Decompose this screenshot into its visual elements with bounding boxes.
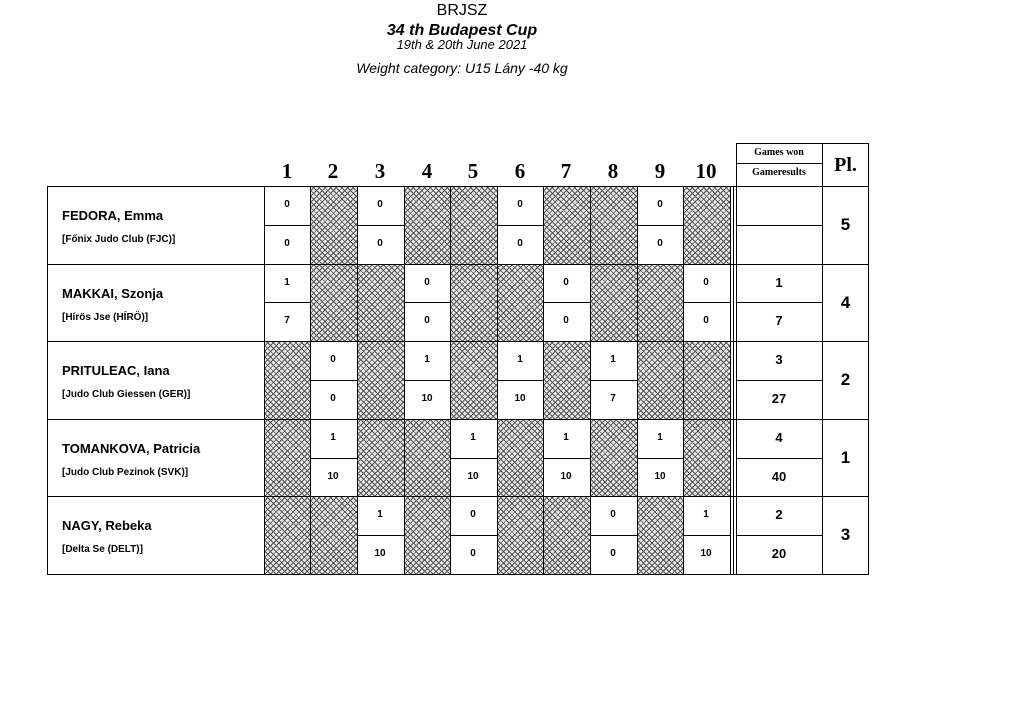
empty-hatched-cell — [310, 496, 357, 574]
games-won-header: Games won — [754, 147, 804, 158]
score-cell: 0 — [517, 237, 523, 249]
score-cell: 10 — [514, 393, 526, 404]
grid-line — [47, 186, 48, 575]
grid-line — [637, 225, 684, 226]
empty-hatched-cell — [497, 264, 544, 342]
grid-line — [450, 458, 497, 459]
score-cell: 0 — [470, 548, 476, 560]
empty-hatched-cell — [497, 419, 544, 497]
grid-line — [683, 186, 684, 574]
empty-hatched-cell — [637, 264, 684, 342]
competitor-club: [Főnix Judo Club (FJC)] — [62, 234, 176, 245]
win-cell: 0 — [424, 276, 430, 288]
competitor-club: [Hírös Jse (HÍRÖ)] — [62, 311, 149, 323]
empty-hatched-cell — [590, 419, 637, 497]
games-won-value — [736, 186, 822, 224]
win-cell: 0 — [703, 276, 709, 288]
round-header-7: 7 — [560, 159, 572, 183]
score-cell: 10 — [560, 470, 572, 482]
win-cell: 1 — [657, 431, 663, 443]
round-header-8: 8 — [607, 159, 619, 183]
score-cell: 7 — [610, 393, 616, 404]
win-cell: 1 — [703, 509, 709, 521]
games-won-value: 4 — [775, 429, 783, 445]
gameresults-value: 20 — [771, 546, 787, 562]
grid-line — [404, 380, 451, 381]
win-cell: 1 — [470, 431, 476, 443]
grid-line — [357, 186, 358, 574]
win-cell: 1 — [330, 431, 336, 443]
empty-hatched-cell — [543, 341, 590, 419]
grid-line — [590, 535, 637, 536]
competitor-club: [Judo Club Pezinok (SVK)] — [62, 466, 189, 478]
win-cell: 1 — [610, 354, 616, 366]
organization-name: BRJSZ — [436, 2, 488, 19]
win-cell: 1 — [424, 354, 430, 366]
place-value: 5 — [840, 215, 851, 234]
grid-line — [736, 535, 822, 536]
competitor-club: [Delta Se (DELT)] — [62, 544, 143, 556]
score-cell: 0 — [657, 237, 663, 249]
gameresults-value: 7 — [775, 313, 783, 329]
grid-line — [357, 535, 404, 536]
empty-hatched-cell — [683, 419, 730, 497]
grid-line — [497, 186, 498, 574]
score-cell: 10 — [654, 470, 666, 482]
gameresults-value — [736, 225, 822, 263]
empty-hatched-cell — [264, 341, 311, 419]
grid-line — [730, 186, 731, 574]
score-cell: 10 — [700, 548, 712, 560]
empty-hatched-cell — [357, 264, 404, 342]
win-cell: 1 — [563, 431, 569, 443]
grid-line — [264, 302, 311, 303]
place-header: Pl. — [822, 143, 869, 186]
score-cell: 10 — [467, 470, 479, 482]
competitor-club: [Judo Club Giessen (GER)] — [62, 389, 191, 401]
grid-line — [310, 186, 311, 574]
grid-line — [736, 302, 822, 303]
win-cell: 1 — [284, 276, 290, 288]
score-cell: 0 — [703, 315, 709, 327]
empty-hatched-cell — [264, 419, 311, 497]
grid-line — [357, 225, 404, 226]
score-cell: 0 — [284, 237, 290, 249]
empty-hatched-cell — [590, 186, 637, 264]
grid-line — [310, 380, 357, 381]
grid-line — [47, 264, 869, 265]
score-cell: 0 — [424, 315, 430, 327]
empty-hatched-cell — [450, 264, 497, 342]
competitor-name: NAGY, Rebeka — [62, 518, 152, 534]
score-cell: 7 — [284, 315, 290, 327]
grid-line — [736, 186, 737, 574]
grid-line — [637, 186, 638, 574]
round-header-3: 3 — [374, 159, 386, 183]
grid-line — [450, 186, 451, 574]
games-won-value: 1 — [775, 274, 783, 290]
competitor-name: TOMANKOVA, Patricia — [62, 440, 201, 456]
place-value: 1 — [840, 447, 851, 467]
place-value: 2 — [840, 370, 851, 390]
place-value: 3 — [840, 525, 851, 545]
round-header-4: 4 — [421, 159, 433, 183]
empty-hatched-cell — [310, 186, 357, 264]
event-title: 34 th Budapest Cup — [386, 22, 538, 39]
empty-hatched-cell — [450, 341, 497, 419]
grid-line — [47, 419, 869, 420]
grid-line — [736, 380, 822, 381]
win-cell: 0 — [284, 199, 290, 210]
gameresults-value: 27 — [771, 391, 787, 406]
empty-hatched-cell — [543, 186, 590, 264]
grid-line — [47, 186, 869, 187]
win-cell: 1 — [377, 509, 383, 521]
grid-line — [543, 302, 590, 303]
grid-line — [497, 380, 544, 381]
empty-hatched-cell — [683, 341, 730, 419]
empty-hatched-cell — [310, 264, 357, 342]
win-cell: 0 — [657, 199, 663, 210]
empty-hatched-cell — [357, 341, 404, 419]
empty-hatched-cell — [590, 264, 637, 342]
grid-line — [683, 302, 730, 303]
grid-line — [47, 574, 869, 575]
win-cell: 0 — [470, 509, 476, 521]
grid-line — [404, 302, 451, 303]
win-cell: 0 — [563, 276, 569, 288]
score-cell: 10 — [421, 393, 433, 404]
win-cell: 0 — [517, 199, 523, 210]
empty-hatched-cell — [357, 419, 404, 497]
empty-hatched-cell — [637, 496, 684, 574]
grid-line — [47, 341, 869, 342]
empty-hatched-cell — [404, 419, 451, 497]
round-header-6: 6 — [514, 159, 526, 183]
round-header-2: 2 — [327, 159, 339, 183]
win-cell: 0 — [330, 354, 336, 366]
round-header-9: 9 — [654, 159, 666, 183]
grid-line — [543, 458, 590, 459]
score-cell: 0 — [563, 315, 569, 327]
grid-line — [264, 186, 265, 574]
empty-hatched-cell — [404, 186, 451, 264]
grid-line — [637, 458, 684, 459]
grid-line — [264, 225, 311, 226]
grid-line — [736, 163, 822, 164]
grid-line — [404, 186, 405, 574]
grid-line — [543, 186, 544, 574]
win-cell: 1 — [517, 354, 523, 366]
grid-line — [733, 186, 734, 574]
round-header-1: 1 — [281, 159, 293, 183]
score-cell: 0 — [377, 237, 383, 249]
weight-category: Weight category: U15 Lány -40 kg — [356, 60, 568, 76]
win-cell: 0 — [377, 199, 383, 210]
score-cell: 0 — [330, 393, 336, 404]
event-dates: 19th & 20th June 2021 — [396, 37, 528, 52]
gameresults-header: Gameresults — [752, 167, 806, 178]
grid-line — [736, 458, 822, 459]
grid-line — [868, 186, 869, 575]
empty-hatched-cell — [543, 496, 590, 574]
grid-line — [590, 186, 591, 574]
grid-line — [310, 458, 357, 459]
round-header-10: 10 — [695, 159, 717, 183]
games-won-value: 2 — [775, 507, 783, 523]
grid-line — [450, 535, 497, 536]
competitor-name: FEDORA, Emma — [62, 208, 164, 223]
empty-hatched-cell — [264, 496, 311, 574]
grid-line — [47, 496, 869, 497]
score-cell: 10 — [327, 470, 339, 482]
empty-hatched-cell — [450, 186, 497, 264]
grid-line — [590, 380, 637, 381]
games-won-value: 3 — [775, 352, 783, 368]
empty-hatched-cell — [404, 496, 451, 574]
empty-hatched-cell — [683, 186, 730, 264]
score-cell: 10 — [374, 548, 386, 560]
competitor-name: PRITULEAC, Iana — [62, 363, 170, 379]
round-header-5: 5 — [467, 159, 479, 183]
grid-line — [497, 225, 544, 226]
competitor-name: MAKKAI, Szonja — [62, 285, 164, 301]
place-value: 4 — [840, 292, 851, 312]
empty-hatched-cell — [497, 496, 544, 574]
grid-line — [822, 186, 823, 574]
win-cell: 0 — [610, 509, 616, 521]
score-cell: 0 — [610, 548, 616, 560]
grid-line — [683, 535, 730, 536]
gameresults-value: 40 — [771, 468, 787, 484]
grid-line — [736, 225, 822, 226]
empty-hatched-cell — [637, 341, 684, 419]
